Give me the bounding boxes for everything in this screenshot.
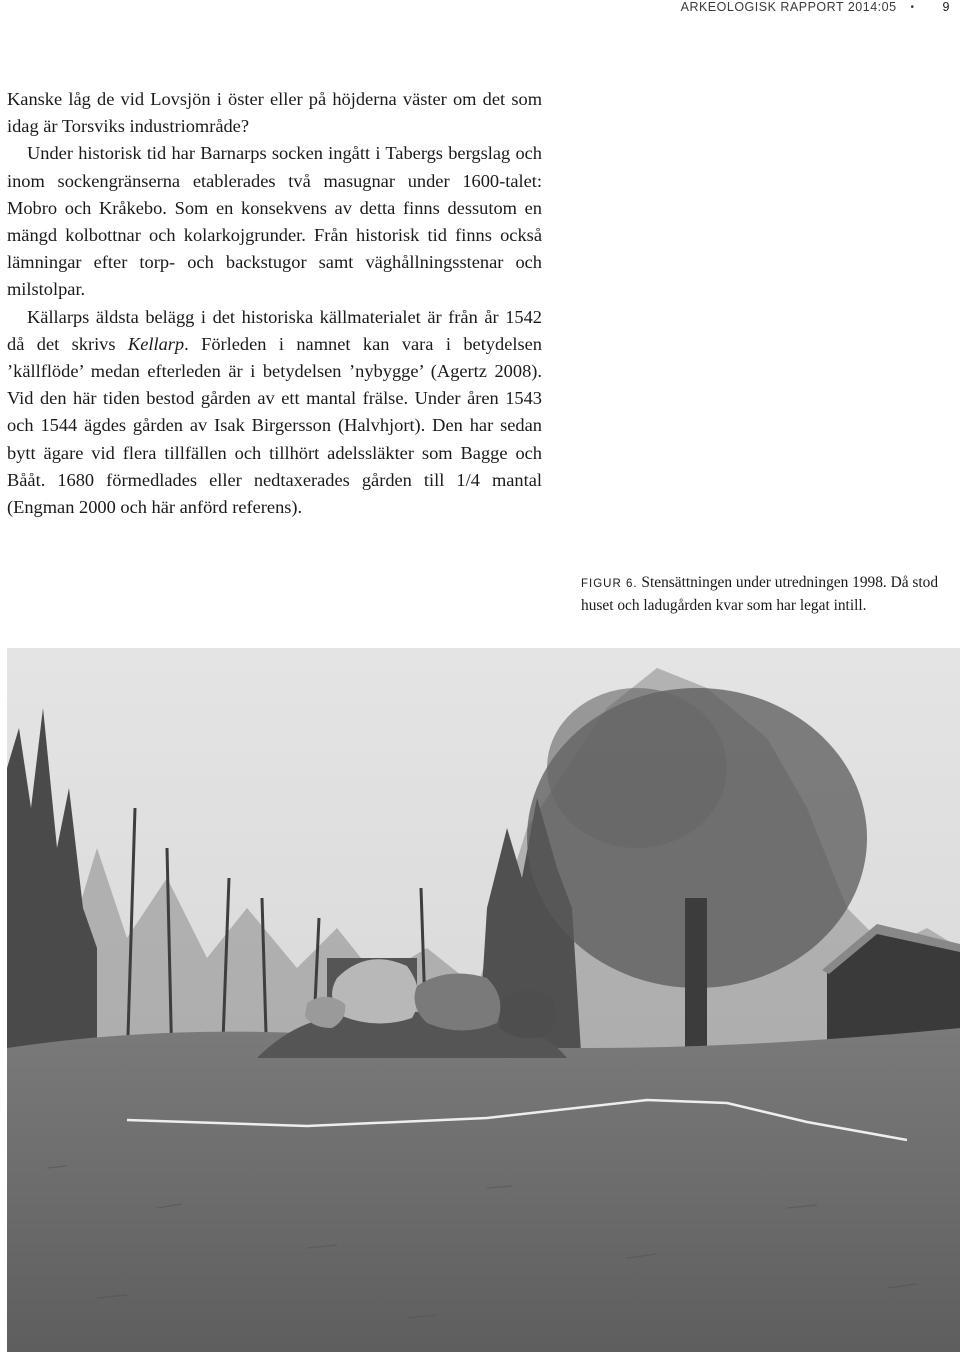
- meadow: [7, 1028, 960, 1352]
- paragraph-3-start: Källarps äldsta belägg i det historiska källmaterialet är från år 1542 då det skrivs: [7, 306, 542, 354]
- stone-setting-photo: [7, 648, 960, 1352]
- paragraph-3-end: . Förleden i namnet kan vara i betydelsen ’källflöde’ medan efterleden är i betydelsen ’nybygge’ (Agertz 2008). Vid den här tiden bestod gården av ett mantal frälse. Under åren 1543 och 1544 ägdes gården av Isak Birgersson (Halvhjort). Den har sedan bytt ägare vid flera tillfällen och tillhört adelssläkter som Bagge och Bååt. 1680 förmedlades eller nedtaxerades gården till 1/4 mantal (Engman 2000 och här anförd referens).: [7, 333, 542, 518]
- place-name-kellarp: Kellarp: [127, 333, 185, 354]
- body-text: [7, 86, 542, 521]
- figure-caption: [581, 572, 959, 616]
- running-header: [681, 0, 950, 14]
- paragraph-1: Kanske låg de vid Lovsjön i öster eller på höjderna väster om det som idag är Torsviks industriområde?: [7, 89, 542, 137]
- figure-photo: [7, 648, 960, 1352]
- paragraph-2: Under historisk tid har Barnarps socken ingått i Tabergs bergslag och inom sockengränserna etablerades två masugnar under 1600-talet: Mobro och Kråkebo. Som en konsekvens av detta finns dessutom en mängd kolbottnar och kolarkojgrunder. Från historisk tid finns också lämningar efter torp- och backstugor samt väghållningsstenar och milstolpar.: [7, 143, 542, 300]
- boulder-3: [499, 991, 556, 1039]
- page-number: 9: [942, 0, 950, 14]
- oak-trunk: [685, 898, 707, 1058]
- running-title: ARKEOLOGISK RAPPORT 2014:05: [680, 0, 897, 14]
- oak-canopy-upper: [547, 688, 727, 848]
- paragraph-3: [7, 304, 542, 522]
- boulder-2: [415, 974, 501, 1031]
- header-separator: •: [910, 1, 915, 13]
- figure-caption-text: Stensättningen under utredningen 1998. Då stod huset och ladugården kvar som har legat intill.: [581, 574, 939, 614]
- figure-label: FIGUR 6.: [581, 578, 638, 590]
